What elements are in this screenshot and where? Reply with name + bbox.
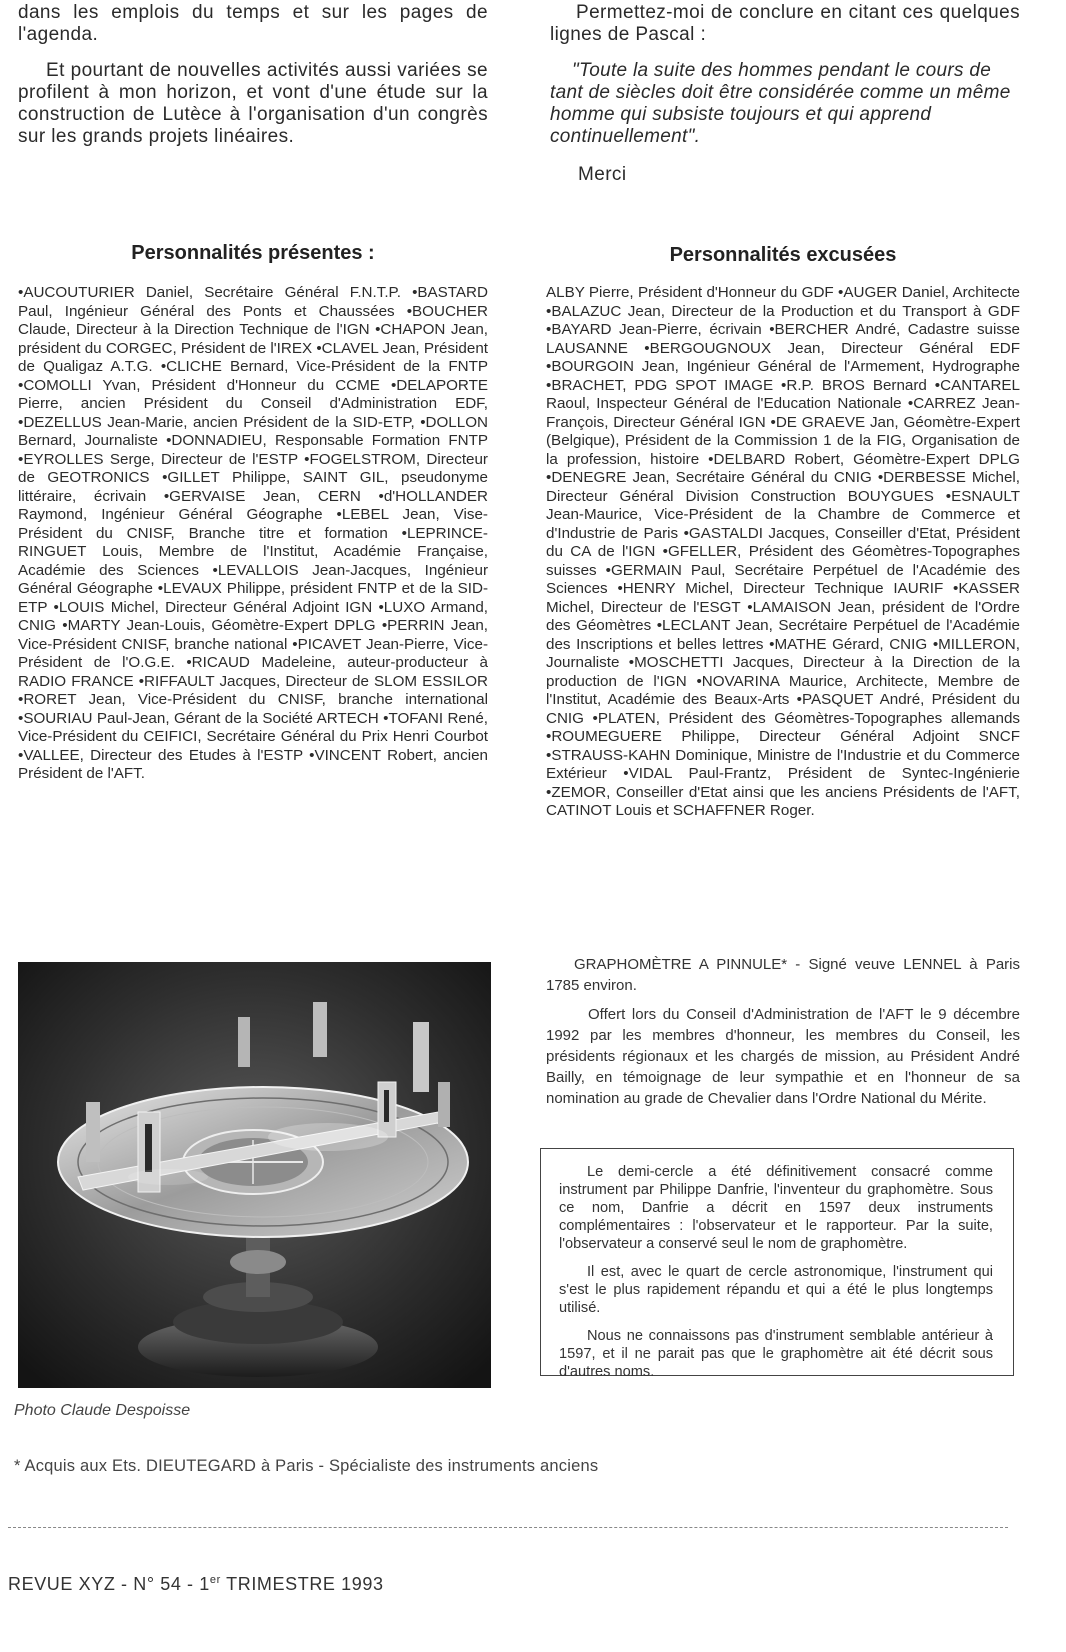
left-intro-paragraph: Et pourtant de nouvelles activités aussi variées se profilent à mon horizon, et vont d'une étude sur la construction de Lutèce à l'organisation d'un congrès sur les grands projets linéaires. [18, 60, 488, 147]
footer-sup: er [209, 1574, 221, 1586]
left-intro [18, 2, 488, 148]
separator-rule [8, 1527, 1008, 1528]
presentes-heading: Personnalités présentes : [131, 242, 375, 264]
footer-prefix: REVUE XYZ - N° 54 - 1 [8, 1574, 210, 1594]
history-box [540, 1148, 1014, 1380]
excusees-list: ALBY Pierre, Président d'Honneur du GDF •AUGER Daniel, Architecte •BALAZUC Jean, Directeur de la Production et du Transport à GDF •BAYARD Jean-Pierre, écrivain •BERCHER André, Cadastre suisse LAUSANNE •BERGOUGNOUX Jean, Directeur Général EDF •BOURGOIN Jean, Ingénieur Général de l'Armement, Hydrographe •BRACHET, PDG SPOT IMAGE •R.P. BROS Bernard •CANTAREL Raoul, Inspecteur Général de l'Education Nationale •CARREZ Jean-François, Directeur Général IGN •DE GRAEVE Jan, Géomètre-Expert (Belgique), Président de la Commission 1 de la FIG, Organisation de la profession, histoire •DELBARD Robert, Géomètre-Expert DPLG •DENEGRE Jean, Secrétaire Général du CNIG •DERBESSE Michel, Directeur Général Division Construction BOUYGUES •ESNAULT Jean-Maurice, Vice-Président de la Chambre de Commerce et d'Industrie de Paris •GASTALDI Jacques, Conseiller d'Etat, Président du CA de l'IGN •GFELLER, Président des Géomètres-Topographes suisses •GERMAIN Paul, Secrétaire Perpétuel de l'Académie des Sciences •HENRY Michel, Directeur Technique IAURIF •KASSER Michel, Directeur de l'ESGT •LAMAISON Jean, président de l'Ordre des Géomètres •LECLANT Jean, Secrétaire Perpétuel de l'Académie des Inscriptions et belles lettres •MATHE Gérard, CNIG •MILLERON, Journaliste •MOSCHETTI Jacques, Directeur à la Direction de la production de l'IGN •NOVARINA Maurice, Architecte, Membre de l'Institut, Académie des Beaux-Arts •PASQUET André, Président du CNIG •PLATEN, Président des Géomètres-Topographes allemands •ROUMEGUERE Philippe, Directeur Général Adjoint SNCF •STRAUSS-KAHN Dominique, Ministre de l'Industrie et du Commerce Extérieur •VIDAL Paul-Frantz, Président de Syntec-Ingénierie •ZEMOR, Conseiller d'Etat ainsi que les anciens Présidents de l'AFT, CATINOT Louis et SCHAFFNER Roger. [546, 284, 1020, 819]
history-paragraph-2: Il est, avec le quart de cercle astronomique, l'instrument qui s'est le plus rapidement répandu et qui a été le plus longtemps utilisé. [559, 1264, 993, 1316]
footer-suffix: TRIMESTRE 1993 [220, 1574, 384, 1594]
pascal-quote: "Toute la suite des hommes pendant le cours de tant de siècles doit être considérée comme un même homme qui subsiste toujours et qui apprend continuellement". [550, 60, 1011, 147]
right-intro-lead: Permettez-moi de conclure en citant ces quelques lignes de Pascal : [550, 2, 1020, 45]
thanks-text: Merci [578, 164, 627, 185]
caption-title: GRAPHOMÈTRE A PINNULE* - Signé veuve LENNEL à Paris 1785 environ. [546, 956, 1020, 994]
graphometre-caption [546, 954, 1020, 1117]
left-intro-line1: dans les emplois du temps et sur les pages de l'agenda. [18, 2, 488, 45]
photo-credit: Photo Claude Despoisse [14, 1402, 191, 1419]
history-paragraph-1: Le demi-cercle a été définitivement consacré comme instrument par Philippe Danfrie, l'inventeur du graphomètre. Sous ce nom, Danfrie a décrit en 1597 deux instruments complémentaires : l'observateur et le rapporteur. Par la suite, l'observateur a conservé seul le nom de graphomètre. [559, 1164, 993, 1252]
graphometre-illustration [18, 962, 491, 1388]
history-paragraph-3: Nous ne connaissons pas d'instrument semblable antérieur à 1597, et il ne parait pas que le graphomètre ait été décrit sous d'autres noms. [559, 1328, 993, 1380]
caption-body: Offert lors du Conseil d'Administration de l'AFT le 9 décembre 1992 par les membres d'honneur, les membres du Conseil, les présidents régionaux et les chargés de mission, au Président André Bailly, en témoignage de leur sympathie et en l'honneur de sa nomination au grade de Chevalier dans l'Ordre National du Mérite. [546, 1006, 1020, 1107]
right-intro [550, 2, 1020, 186]
presentes-list: •AUCOUTURIER Daniel, Secrétaire Général F.N.T.P. •BASTARD Paul, Ingénieur Général des Ponts et Chaussées •BOUCHER Claude, Directeur à la Direction Technique de l'IGN •CHAPON Jean, président du CORGEC, Président de l'IREX •CLAVEL Jean, Président de Qualigaz A.T.G. •CLICHE Bernard, Vice-Président de la FNTP •COMOLLI Yvan, Président d'Honneur du CCME •DELAPORTE Pierre, ancien Président du Conseil d'Administration EDF, •DEZELLUS Jean-Marie, ancien Président de la SID-ETP, •DOLLON Bernard, Journaliste •DONNADIEU, Responsable Formation FNTP •EYROLLES Serge, Directeur de l'ESTP •FOGELSTROM, Directeur de GEOTRONICS •GILLET Philippe, SAINT GIL, pseudonyme littéraire, écrivain •GERVAISE Jean, CERN •d'HOLLANDER Raymond, Ingénieur Général Géographe •LEBEL Jean, Vise-Président du CNISF, Branche titre et formation •LEPRINCE-RINGUET Louis, Membre de l'Institut, Académie Française, Académie des Sciences •LEVALLOIS Jean-Jacques, Ingénieur Général Géographe •LEVAUX Philippe, président FNTP et de la SID-ETP •LOUIS Michel, Directeur Général Adjoint IGN •LUXO Armand, CNIG •MARTY Jean-Louis, Géomètre-Expert DPLG •PERRIN Jean, Vice-Président CNISF, branche national •PICAVET Jean-Pierre, Vice-Président de l'O.G.E. •RICAUD Madeleine, auteur-producteur à RADIO FRANCE •RIFFAULT Jacques, Directeur de SLOM ESSILOR •RORET Jean, Vice-Président du CNISF, branche international •SOURIAU Paul-Jean, Gérant de la Société ARTECH •TOFANI René, Vice-Président du CEIFICI, Secrétaire Général du Prix Henri Courbot •VALLEE, Directeur des Etudes à l'ESTP •VINCENT Robert, ancien Président de l'AFT. [18, 284, 488, 782]
page-footer [8, 1574, 384, 1595]
excusees-heading: Personnalités excusées [669, 244, 897, 266]
graphometre-photo [18, 962, 491, 1388]
footnote: * Acquis aux Ets. DIEUTEGARD à Paris - Spécialiste des instruments anciens [14, 1457, 599, 1475]
